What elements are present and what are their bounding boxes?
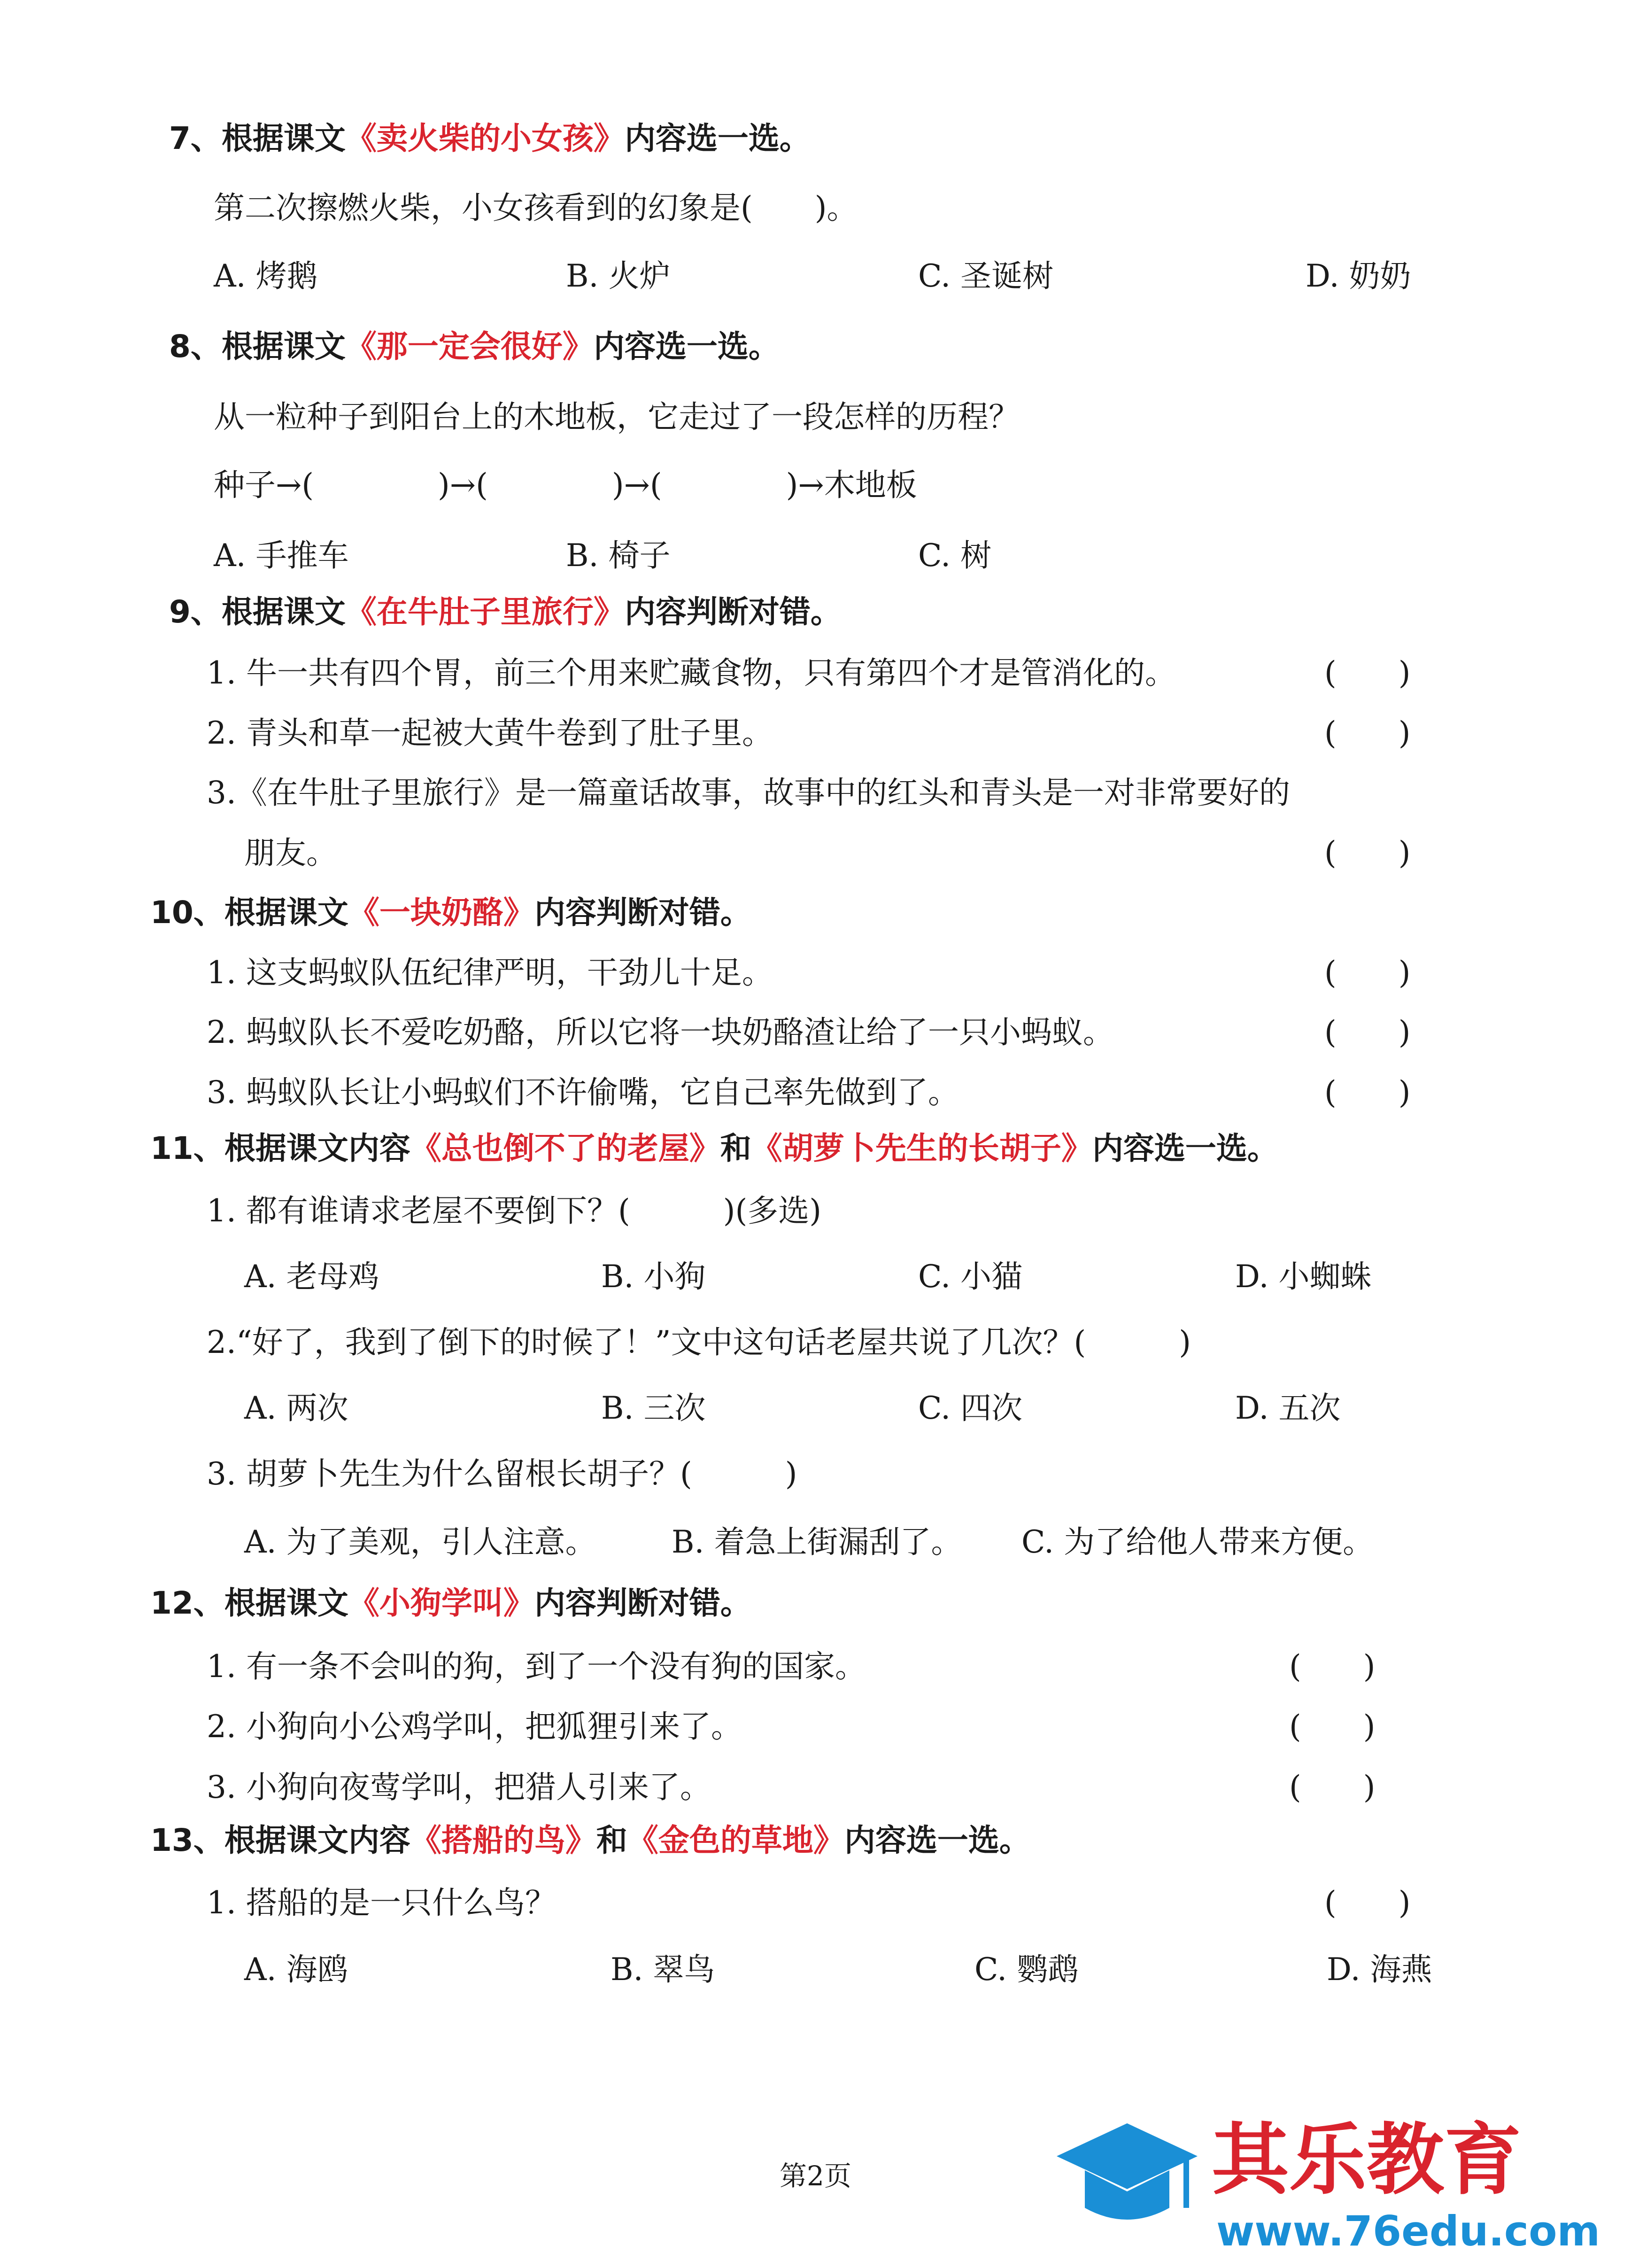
q8-option-a[interactable]: A. 手推车: [214, 537, 349, 574]
q8-flow: 种子→( )→( )→( )→木地板: [214, 467, 917, 503]
graduation-cap-icon: [1047, 2105, 1625, 2260]
q12-item-1: 1. 有一条不会叫的狗，到了一个没有狗的国家。: [207, 1648, 866, 1685]
q9-answer-2[interactable]: ( ): [1324, 715, 1411, 751]
q12-answer-1[interactable]: ( ): [1289, 1648, 1376, 1685]
q7-option-c[interactable]: C. 圣诞树: [918, 258, 1054, 294]
svg-text:www.76edu.com: www.76edu.com: [1216, 2207, 1600, 2255]
brand-logo: [1047, 2105, 1625, 2260]
q9-heading: 9、根据课文《在牛肚子里旅行》内容判断对错。: [169, 594, 842, 630]
q13-option-b[interactable]: B. 翠鸟: [611, 1951, 715, 1988]
q11-1-option-c[interactable]: C. 小猫: [918, 1258, 1023, 1295]
q12-answer-2[interactable]: ( ): [1289, 1709, 1376, 1745]
q11-3-option-b[interactable]: B. 着急上街漏刮了。: [672, 1524, 962, 1560]
q7-option-d[interactable]: D. 奶奶: [1306, 258, 1411, 294]
q8-option-b[interactable]: B. 椅子: [566, 537, 671, 574]
q9-answer-1[interactable]: ( ): [1324, 655, 1411, 691]
q8-stem: 从一粒种子到阳台上的木地板，它走过了一段怎样的历程？: [214, 399, 1020, 435]
q9-item-3: 3.《在牛肚子里旅行》是一篇童话故事，故事中的红头和青头是一对非常要好的: [207, 775, 1290, 811]
q11-1-option-b[interactable]: B. 小狗: [601, 1258, 706, 1295]
q10-answer-1[interactable]: ( ): [1324, 955, 1411, 991]
q10-item-3: 3. 蚂蚁队长让小蚂蚁们不许偷嘴，它自己率先做到了。: [207, 1074, 959, 1111]
q11-2-option-d[interactable]: D. 五次: [1235, 1390, 1341, 1426]
q12-item-3: 3. 小狗向夜莺学叫，把猎人引来了。: [207, 1769, 711, 1805]
q10-item-2: 2. 蚂蚁队长不爱吃奶酪，所以它将一块奶酪渣让给了一只小蚂蚁。: [207, 1014, 1114, 1050]
q9-item-2: 2. 青头和草一起被大黄牛卷到了肚子里。: [207, 715, 773, 751]
q13-answer-1[interactable]: ( ): [1324, 1885, 1411, 1921]
q7-option-b[interactable]: B. 火炉: [566, 258, 671, 294]
q7-heading: 7、根据课文《卖火柴的小女孩》内容选一选。: [169, 120, 811, 156]
q12-answer-3[interactable]: ( ): [1289, 1769, 1376, 1805]
q11-stem-2: 2.“好了，我到了倒下的时候了！”文中这句话老屋共说了几次？( ): [207, 1324, 1191, 1360]
q7-stem: 第二次擦燃火柴，小女孩看到的幻象是( )。: [214, 190, 858, 226]
q11-stem-1: 1. 都有谁请求老屋不要倒下？( )(多选): [207, 1193, 821, 1229]
q11-2-option-b[interactable]: B. 三次: [601, 1390, 706, 1426]
q13-option-d[interactable]: D. 海燕: [1327, 1951, 1432, 1988]
q8-heading: 8、根据课文《那一定会很好》内容选一选。: [169, 328, 780, 365]
q7-option-a[interactable]: A. 烤鹅: [214, 258, 318, 294]
q10-answer-3[interactable]: ( ): [1324, 1074, 1411, 1111]
q11-1-option-a[interactable]: A. 老母鸡: [244, 1258, 379, 1295]
q12-heading: 12、根据课文《小狗学叫》内容判断对错。: [150, 1585, 751, 1621]
q9-answer-3[interactable]: ( ): [1324, 835, 1411, 871]
svg-text:其乐教育: 其乐教育: [1212, 2115, 1522, 2205]
q11-stem-3: 3. 胡萝卜先生为什么留根长胡子？( ): [207, 1456, 797, 1492]
q10-answer-2[interactable]: ( ): [1324, 1014, 1411, 1050]
q11-1-option-d[interactable]: D. 小蜘蛛: [1235, 1258, 1372, 1295]
q13-option-a[interactable]: A. 海鸥: [244, 1951, 348, 1988]
q11-heading: 11、根据课文内容《总也倒不了的老屋》和《胡萝卜先生的长胡子》内容选一选。: [150, 1130, 1278, 1166]
q11-3-option-c[interactable]: C. 为了给他人带来方便。: [1021, 1524, 1374, 1560]
q10-item-1: 1. 这支蚂蚁队伍纪律严明，干劲儿十足。: [207, 955, 773, 991]
q9-item-3-cont: 朋友。: [244, 835, 337, 871]
q11-2-option-c[interactable]: C. 四次: [918, 1390, 1023, 1426]
q13-option-c[interactable]: C. 鹦鹉: [974, 1951, 1079, 1988]
page-number: 第2页: [780, 2160, 851, 2192]
q11-3-option-a[interactable]: A. 为了美观，引人注意。: [244, 1524, 596, 1560]
q13-heading: 13、根据课文内容《搭船的鸟》和《金色的草地》内容选一选。: [150, 1822, 1030, 1858]
q10-heading: 10、根据课文《一块奶酪》内容判断对错。: [150, 894, 751, 931]
q13-stem-1: 1. 搭船的是一只什么鸟？: [207, 1885, 556, 1921]
q11-2-option-a[interactable]: A. 两次: [244, 1390, 348, 1426]
q8-option-c[interactable]: C. 树: [918, 537, 992, 574]
q12-item-2: 2. 小狗向小公鸡学叫，把狐狸引来了。: [207, 1709, 742, 1745]
q9-item-1: 1. 牛一共有四个胃，前三个用来贮藏食物，只有第四个才是管消化的。: [207, 655, 1176, 691]
